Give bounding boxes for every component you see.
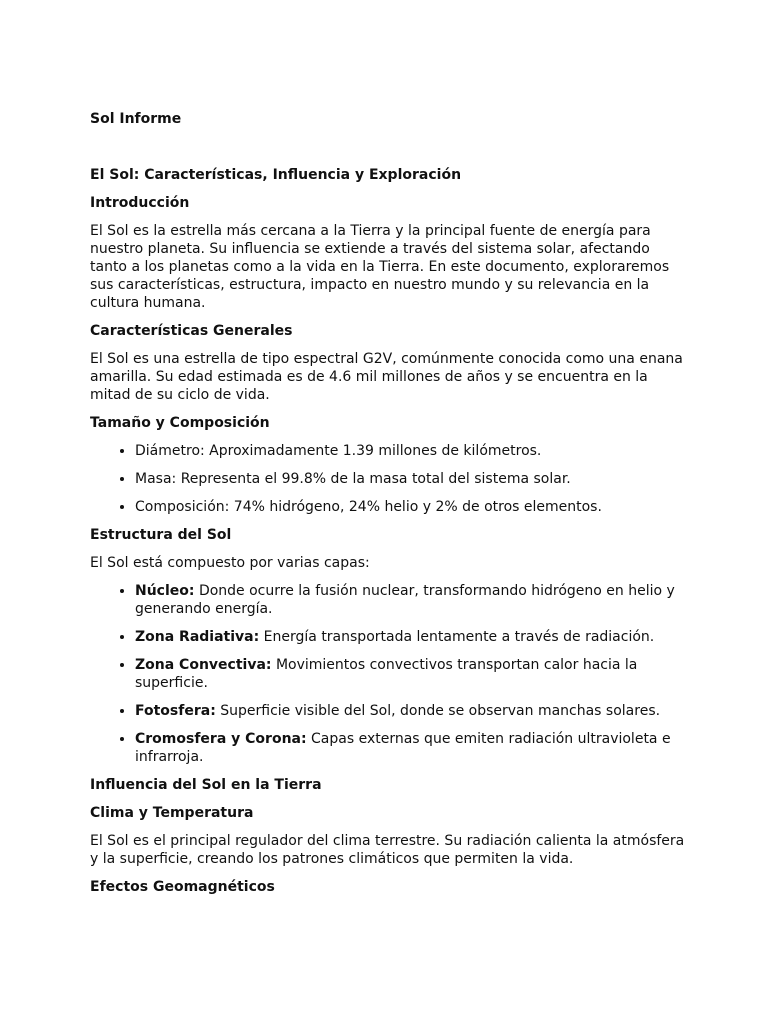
- list-item: [135, 702, 690, 720]
- intro-paragraph: El Sol es la estrella más cercana a la Tierra y la principal fuente de energía para nuestro planeta. Su influencia se extiende a través del sistema solar, afectando tanto a los planetas como a la vida en la Tierra. En este documento, exploraremos sus características, estructura, impacto en nuestro mundo y su relevancia en la cultura humana.: [90, 223, 670, 311]
- size-heading: Tamaño y Composición: [90, 415, 270, 431]
- geomagnetic-heading: Efectos Geomagnéticos: [90, 879, 275, 895]
- general-heading: Características Generales: [90, 323, 293, 339]
- size-list: [90, 442, 690, 516]
- layer-description: Superficie visible del Sol, donde se observan manchas solares.: [215, 703, 661, 719]
- layer-term: Zona Convectiva:: [135, 657, 272, 673]
- list-item: [135, 582, 690, 618]
- main-heading: El Sol: Características, Influencia y Exploración: [90, 167, 462, 183]
- layer-term: Núcleo:: [135, 583, 195, 599]
- layer-description: Movimientos convectivos transportan calor hacia la superficie.: [135, 657, 638, 691]
- layer-term: Fotosfera:: [135, 703, 216, 719]
- layer-term: Cromosfera y Corona:: [135, 731, 307, 747]
- list-item: • Composición: 74% hidrógeno, 24% helio y 2% de otros elementos.: [135, 498, 690, 516]
- general-paragraph: El Sol es una estrella de tipo espectral G2V, comúnmente conocida como una enana amarilla. Su edad estimada es de 4.6 mil millones de años y se encuentra en la mitad de su ciclo de vida.: [90, 351, 683, 403]
- influence-heading: Influencia del Sol en la Tierra: [90, 777, 322, 793]
- climate-paragraph: El Sol es el principal regulador del clima terrestre. Su radiación calienta la atmósfera y la superficie, creando los patrones climáticos que permiten la vida.: [90, 833, 685, 867]
- structure-list: [90, 582, 690, 766]
- layer-description: Donde ocurre la fusión nuclear, transformando hidrógeno en helio y generando energía.: [135, 583, 675, 617]
- list-item: [135, 730, 690, 766]
- layer-description: Energía transportada lentamente a través de radiación.: [259, 629, 655, 645]
- document-page: [90, 110, 690, 906]
- document-title: Sol Informe: [90, 111, 182, 127]
- list-item: • Masa: Representa el 99.8% de la masa total del sistema solar.: [135, 470, 690, 488]
- intro-heading: Introducción: [90, 195, 190, 211]
- climate-heading: Clima y Temperatura: [90, 805, 254, 821]
- structure-heading: Estructura del Sol: [90, 527, 232, 543]
- list-item: • Diámetro: Aproximadamente 1.39 millones de kilómetros.: [135, 442, 690, 460]
- list-item: [135, 656, 690, 692]
- layer-description: Capas externas que emiten radiación ultravioleta e infrarroja.: [135, 731, 671, 765]
- structure-paragraph: El Sol está compuesto por varias capas:: [90, 555, 370, 571]
- layer-term: Zona Radiativa:: [135, 629, 260, 645]
- list-item: [135, 628, 690, 646]
